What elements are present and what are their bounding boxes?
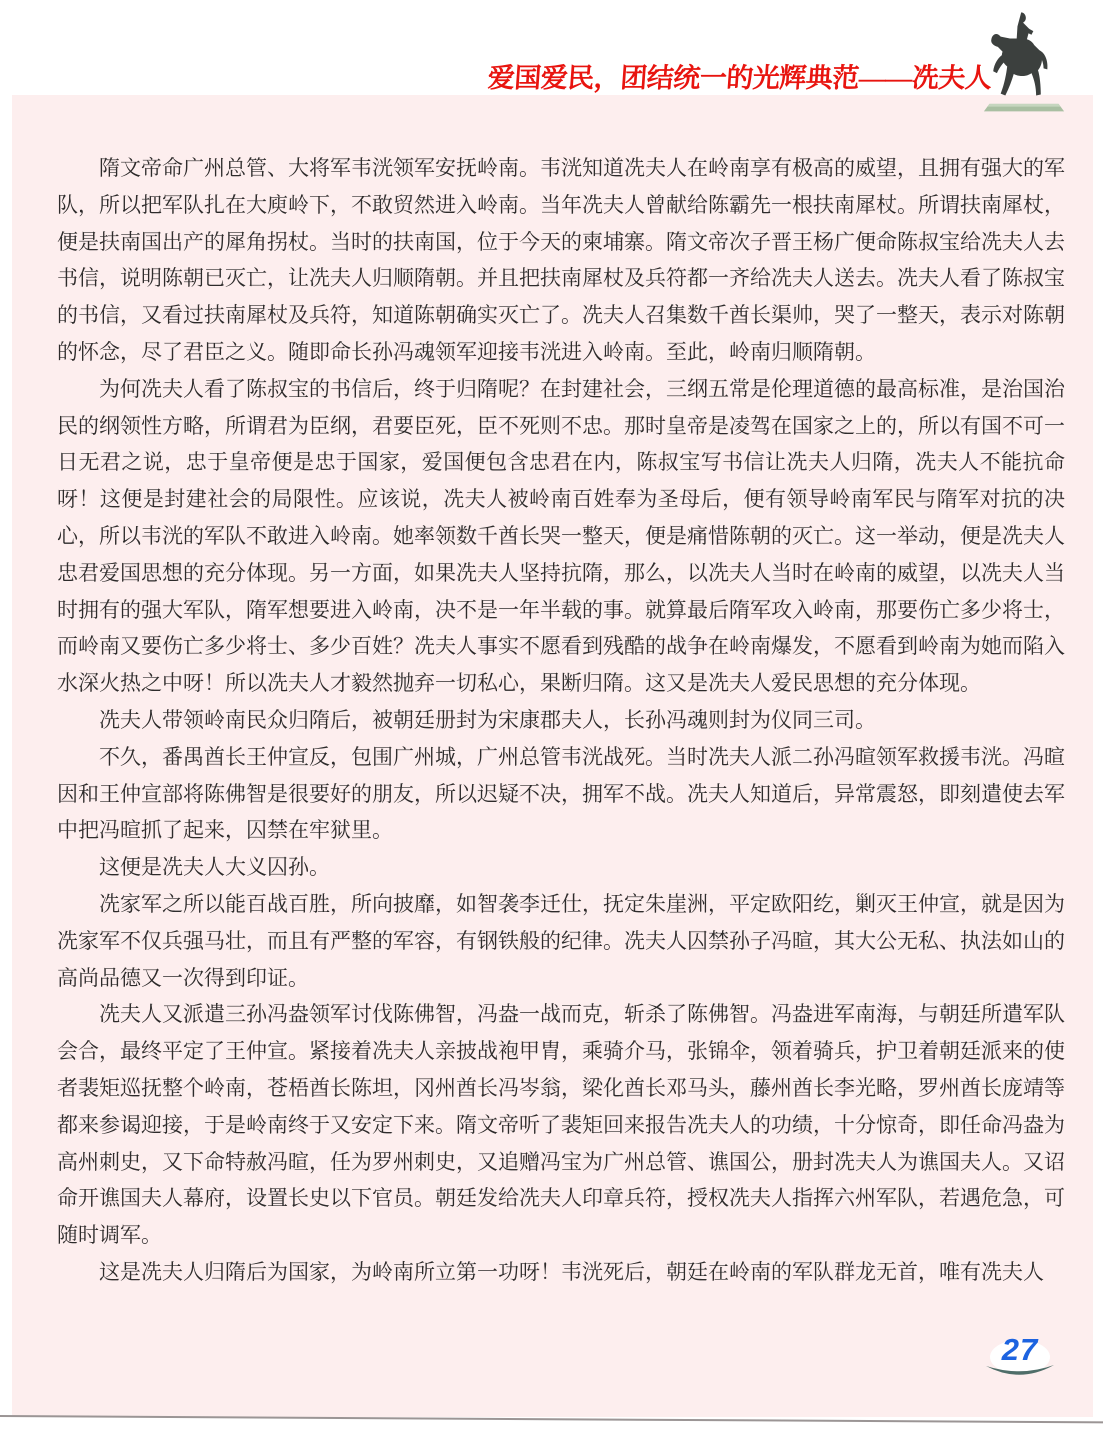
page-number: 27 [1001,1332,1039,1367]
paragraph-7: 冼夫人又派遣三孙冯盎领军讨伐陈佛智，冯盎一战而克，斩杀了陈佛智。冯盎进军南海，与朝廷所遣军队会合，最终平定了王仲宣。紧接着冼夫人亲披战袍甲胄，乘骑介马，张锦伞，领着骑兵，护卫着朝廷派来的使者裴矩巡抚整个岭南，苍梧酋长陈坦，冈州酋长冯岑翁，梁化酋长邓马头，藤州酋长李光略，罗州酋长庞靖等都来参谒迎接，于是岭南终于又安定下来。隋文帝听了裴矩回来报告冼夫人的功绩，十分惊奇，即任命冯盎为高州刺史，又下命特赦冯暄，任为罗州刺史，又追赠冯宝为广州总管、谯国公，册封冼夫人为谯国夫人。又诏命开谯国夫人幕府，设置长史以下官员。朝廷发给冼夫人印章兵符，授权冼夫人指挥六州军队，若遇危急，可随时调军。 [57,1002,1065,1248]
page-number-badge [984,1332,1056,1386]
paragraph-3: 冼夫人带领岭南民众归隋后，被朝廷册封为宋康郡夫人，长孙冯魂则封为仪同三司。 [99,707,876,732]
paragraph-2: 为何冼夫人看了陈叔宝的书信后，终于归隋呢？在封建社会，三纲五常是伦理道德的最高标准，是治国治民的纲领性方略，所谓君为臣纲，君要臣死，臣不死则不忠。那时皇帝是凌驾在国家之上的，所以有国不可一日无君之说，忠于皇帝便是忠于国家，爱国便包含忠君在内，陈叔宝写书信让冼夫人归隋，冼夫人不能抗命呀！这便是封建社会的局限性。应该说，冼夫人被岭南百姓奉为圣母后，便有领导岭南军民与隋军对抗的决心，所以韦洸的军队不敢进入岭南。她率领数千酋长哭一整天，便是痛惜陈朝的灭亡。这一举动，便是冼夫人忠君爱国思想的充分体现。另一方面，如果冼夫人坚持抗隋，那么，以冼夫人当时在岭南的威望，以冼夫人当时拥有的强大军队，隋军想要进入岭南，决不是一年半载的事。就算最后隋军攻入岭南，那要伤亡多少将士，而岭南又要伤亡多少将士、多少百姓？冼夫人事实不愿看到残酷的战争在岭南爆发，不愿看到岭南为她而陷入水深火热之中呀！所以冼夫人才毅然抛弃一切私心，果断归隋。这又是冼夫人爱民思想的充分体现。 [57,376,1065,696]
page-title: 爱国爱民，团结统一的光辉典范——冼夫人 [486,63,993,93]
paragraph-6: 冼家军之所以能百战百胜，所向披靡，如智袭李迁仕，抚定朱崖洲，平定欧阳纥，剿灭王仲宣，就是因为冼家军不仅兵强马壮，而且有严整的军容，有钢铁般的纪律。冼夫人囚禁孙子冯暄，其大公无私、执法如山的高尚品德又一次得到印证。 [57,891,1065,990]
equestrian-statue-image [982,4,1066,116]
paragraph-1: 隋文帝命广州总管、大将军韦洸领军安抚岭南。韦洸知道冼夫人在岭南享有极高的威望，且拥有强大的军队，所以把军队扎在大庾岭下，不敢贸然进入岭南。当年冼夫人曾献给陈霸先一根扶南犀杖。所谓扶南犀杖，便是扶南国出产的犀角拐杖。当时的扶南国，位于今天的柬埔寨。隋文帝次子晋王杨广便命陈叔宝给冼夫人去书信，说明陈朝已灭亡，让冼夫人归顺隋朝。并且把扶南犀杖及兵符都一齐给冼夫人送去。冼夫人看了陈叔宝的书信，又看过扶南犀杖及兵符，知道陈朝确实灭亡了。冼夫人召集数千酋长渠帅，哭了一整天，表示对陈朝的怀念，尽了君臣之义。随即命长孙冯魂领军迎接韦洸进入岭南。至此，岭南归顺隋朝。 [57,156,1065,364]
paragraph-5: 这便是冼夫人大义囚孙。 [99,855,330,880]
equestrian-statue-icon [982,4,1066,116]
paragraph-8: 这是冼夫人归隋后为国家，为岭南所立第一功呀！韦洸死后，朝廷在岭南的军队群龙无首，唯有冼夫人 [99,1259,1044,1284]
paragraph-4: 不久，番禺酋长王仲宣反，包围广州城，广州总管韦洸战死。当时冼夫人派二孙冯暄领军救援韦洸。冯暄因和王仲宣部将陈佛智是很要好的朋友，所以迟疑不决，拥军不战。冼夫人知道后，异常震怒，即刻遣使去军中把冯暄抓了起来，囚禁在牢狱里。 [57,744,1065,843]
body-text [57,150,1065,1291]
